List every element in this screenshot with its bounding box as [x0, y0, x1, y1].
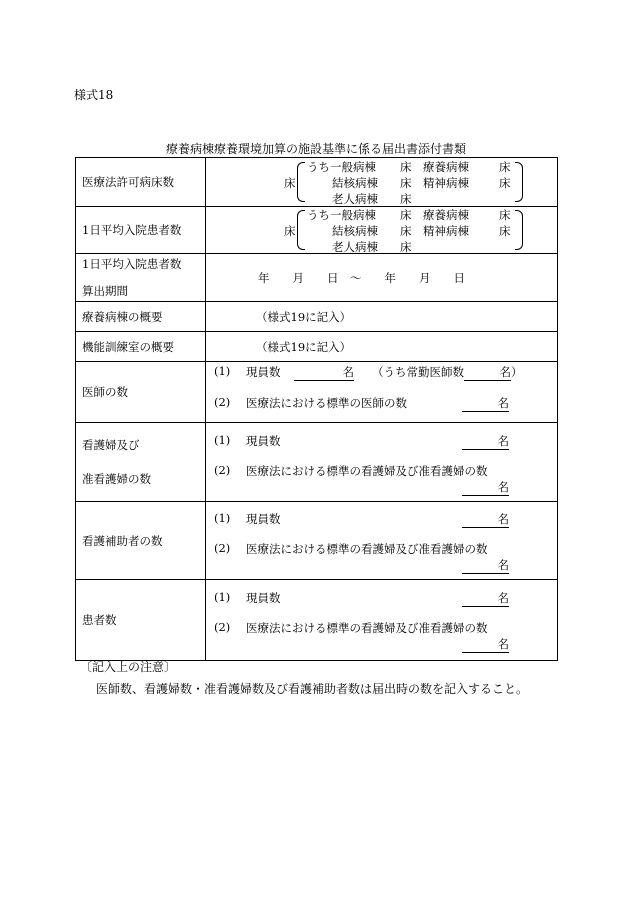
current-staff-label: 現員数 [246, 512, 281, 526]
unit-bed: 床 [400, 176, 412, 190]
left-bracket [297, 210, 305, 250]
left-bracket [297, 162, 305, 202]
table-row-avg-inpatients [76, 207, 558, 254]
aides-cell [206, 502, 558, 580]
beds-breakdown-cell [206, 158, 558, 207]
table-row-patients [76, 580, 558, 661]
table-row-doctors [76, 362, 558, 423]
ward-overview-value: （様式19に記入） [206, 302, 558, 332]
period-value: 年 月 日 ～ 年 月 日 [206, 254, 558, 302]
unit-bed: 床 [400, 240, 412, 254]
label-ippan: うち一般病棟 [307, 208, 376, 222]
standard-nurses-label: 医療法における標準の看護婦及び准看護婦の数 [246, 621, 488, 635]
label-calc-period-line2: 算出期間 [82, 284, 128, 298]
right-bracket [515, 162, 523, 202]
label-kekkaku: 結核病棟 [332, 176, 378, 190]
label-nurses-line2: 准看護婦の数 [82, 472, 151, 486]
label-nurses [76, 423, 206, 502]
table-row-permitted-beds [76, 158, 558, 207]
floor-prefix: 床 [284, 176, 296, 190]
standard-nurse-count-field[interactable]: 名 [462, 479, 509, 496]
label-rojin: 老人病棟 [332, 240, 378, 254]
floor-prefix: 床 [284, 224, 296, 238]
label-permitted-beds: 医療法許可病床数 [76, 158, 206, 207]
label-aides: 看護補助者の数 [76, 502, 206, 580]
aide-count-field[interactable]: 名 [462, 511, 509, 528]
label-ward-overview: 療養病棟の概要 [76, 302, 206, 332]
label-rojin: 老人病棟 [332, 192, 378, 206]
doctor-count-field[interactable]: 名 [294, 364, 354, 381]
unit-bed: 床 [400, 224, 412, 238]
label-patients: 患者数 [76, 580, 206, 661]
doctors-cell [206, 362, 558, 423]
standard-nurses-label: 医療法における標準の看護婦及び准看護婦の数 [246, 542, 488, 556]
label-rehab-overview: 機能訓練室の概要 [76, 332, 206, 362]
standard-aide-count-field[interactable]: 名 [462, 557, 509, 574]
item-number: (1) [214, 590, 231, 604]
label-doctors: 医師の数 [76, 362, 206, 423]
unit-bed: 床 [499, 208, 511, 222]
label-calc-period [76, 254, 206, 302]
table-row-aides [76, 502, 558, 580]
patients-cell [206, 580, 558, 661]
label-calc-period-line1: 1日平均入院患者数 [82, 257, 182, 271]
label-ryoyo: 療養病棟 [423, 208, 469, 222]
label-ippan: うち一般病棟 [307, 160, 376, 174]
current-staff-label: 現員数 [246, 591, 281, 605]
unit-bed: 床 [400, 192, 412, 206]
unit-bed: 床 [400, 160, 412, 174]
unit-bed: 床 [499, 160, 511, 174]
unit-bed: 床 [499, 176, 511, 190]
standard-nurses-label: 医療法における標準の看護婦及び准看護婦の数 [246, 464, 488, 478]
label-avg-inpatients: 1日平均入院患者数 [76, 207, 206, 254]
inpatients-breakdown-cell [206, 207, 558, 254]
unit-bed: 床 [400, 208, 412, 222]
current-staff-label: 現員数 [246, 434, 281, 448]
right-bracket [515, 210, 523, 250]
label-ryoyo: 療養病棟 [423, 160, 469, 174]
patient-count-field[interactable]: 名 [462, 590, 509, 607]
item-number: (1) [214, 433, 231, 447]
close-paren: ） [511, 365, 523, 379]
table-row-rehab-overview [76, 332, 558, 362]
document-title: 療養病棟療養環境加算の施設基準に係る届出書添付書類 [166, 142, 467, 156]
item-number: (2) [214, 541, 231, 555]
fulltime-label: （うち常勤医師数 [372, 365, 464, 379]
label-nurses-line1: 看護婦及び [82, 438, 140, 452]
item-number: (1) [214, 511, 231, 525]
item-number: (2) [214, 463, 231, 477]
standard-doctor-count-field[interactable]: 名 [462, 395, 509, 412]
notes-heading: 〔記入上の注意〕 [80, 660, 177, 674]
table-row-nurses [76, 423, 558, 502]
nurses-cell [206, 423, 558, 502]
item-number: (1) [214, 364, 231, 378]
item-number: (2) [214, 395, 231, 409]
form-number: 様式18 [74, 88, 114, 102]
label-seishin: 精神病棟 [423, 176, 469, 190]
current-staff-label: 現員数 [246, 365, 281, 379]
nurse-count-field[interactable]: 名 [462, 433, 509, 450]
label-seishin: 精神病棟 [423, 224, 469, 238]
table-row-ward-overview [76, 302, 558, 332]
label-kekkaku: 結核病棟 [332, 224, 378, 238]
standard-doctors-label: 医療法における標準の医師の数 [246, 396, 407, 410]
standard-patient-count-field[interactable]: 名 [462, 636, 509, 653]
form-table [75, 157, 558, 661]
rehab-overview-value: （様式19に記入） [206, 332, 558, 362]
notes-text: 医師数、看護婦数・准看護婦数及び看護補助者数は届出時の数を記入すること。 [96, 682, 529, 696]
unit-bed: 床 [499, 224, 511, 238]
table-row-calc-period [76, 254, 558, 302]
fulltime-doctor-count-field[interactable]: 名 [464, 364, 511, 381]
item-number: (2) [214, 620, 231, 634]
